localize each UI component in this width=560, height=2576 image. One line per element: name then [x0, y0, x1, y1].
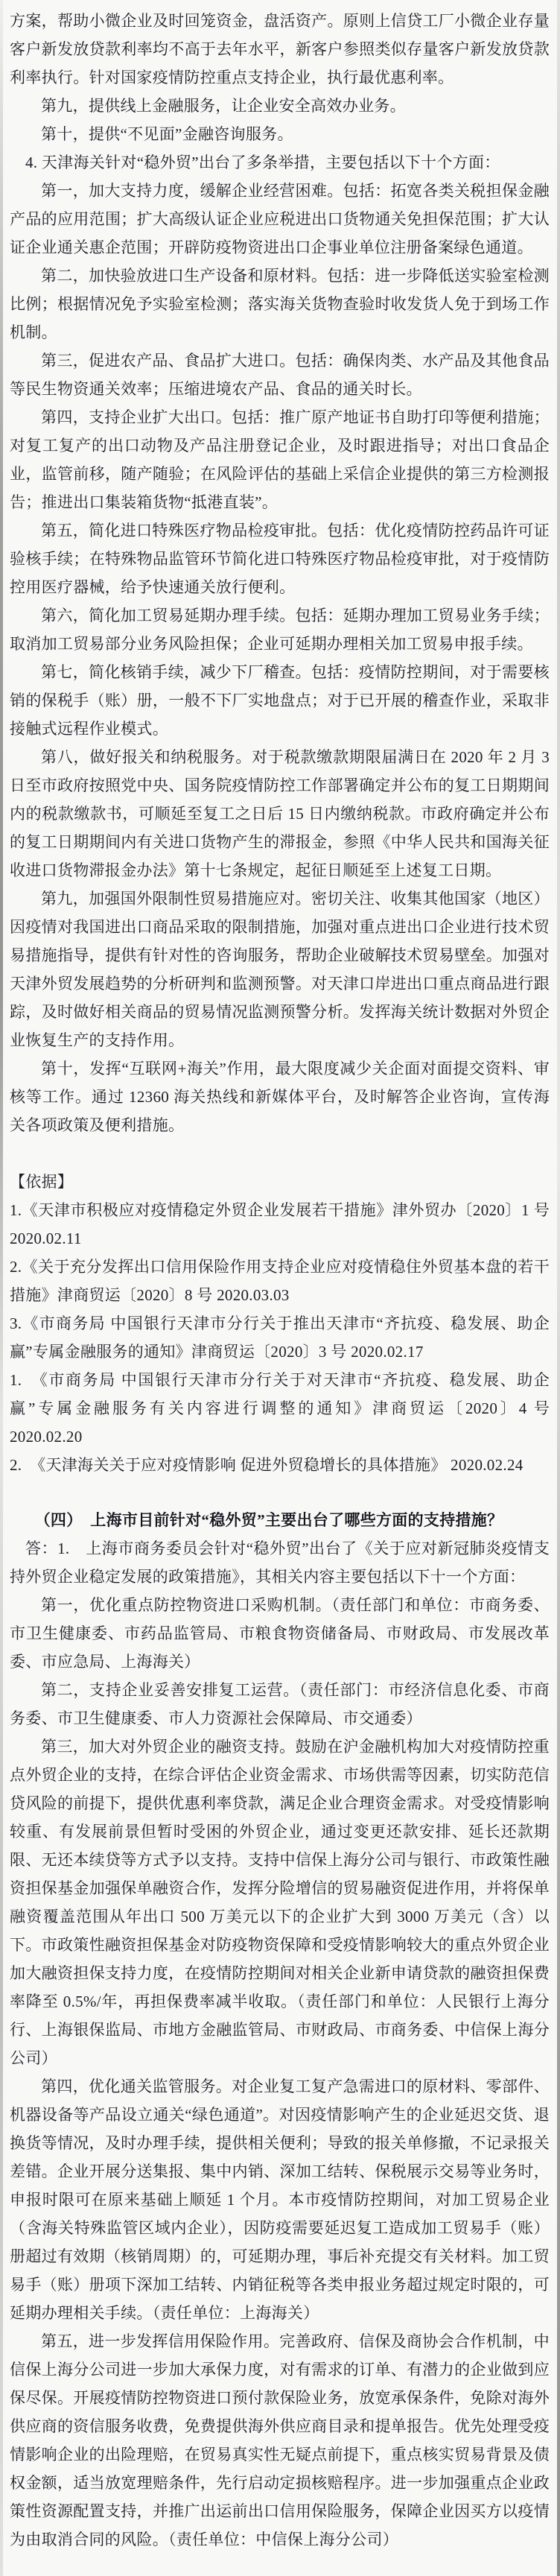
paragraph: 第一，优化重点防控物资进口采购机制。（责任部门和单位：市商务委、市卫生健康委、市药品监管局、市粮食物资储备局、市财政局、市发展改革委、市应急局、上海海关） [10, 1596, 550, 1671]
paragraph: 第六，简化加工贸易延期办理手续。包括：延期办理加工贸易业务手续；取消加工贸易部分业务风险担保；企业可延期办理相关加工贸易申报手续。 [10, 607, 550, 653]
scan-edge-left [0, 0, 3, 2576]
paragraph: 1. 《市商务局 中国银行天津市分行关于对天津市“齐抗疫、稳发展、助企赢”专属金融服务有关内容进行调整的通知》津商贸运〔2020〕4 号 2020.02.20 [10, 1371, 550, 1446]
paragraph: 方案，帮助小微企业及时回笼资金，盘活资产。原则上信贷工厂小微企业存量客户新发放贷款利率均不高于去年水平，新客户参照类似存量客户新发放贷款利率执行。针对国家疫情防控重点支持企业，执行最优惠利率。 [10, 12, 550, 86]
paragraph: 第十，提供“不见面”金融咨询服务。 [41, 125, 293, 143]
paragraph: 第七，简化核销手续，减少下厂稽查。包括：疫情防控期间，对于需要核销的保税手（账）册，一般不下厂实地盘点；对于已开展的稽查作业，采取非接触式远程作业模式。 [10, 663, 550, 738]
paragraph: 3.《市商务局 中国银行天津市分行关于推出天津市“齐抗疫、稳发展、助企赢”专属金融服务的通知》津商贸运〔2020〕3 号 2020.02.17 [10, 1314, 550, 1361]
paragraph: 第二，加快验放进口生产设备和原材料。包括：进一步降低送实验室检测比例；根据情况免予实验室检测；落实海关货物查验时收发货人免于到场工作机制。 [10, 267, 550, 341]
paragraph: 2.《关于充分发挥出口信用保险作用支持企业应对疫情稳住外贸基本盘的若干措施》津商贸运〔2020〕8 号 2020.03.03 [10, 1258, 550, 1304]
paragraph: 4. 天津海关针对“稳外贸”出台了多条举措，主要包括以下十个方面： [25, 154, 500, 171]
paragraph: 第三，加大对外贸企业的融资支持。鼓励在沪金融机构加大对疫情防控重点外贸企业的支持，在综合评估企业资金需求、市场供需等因素，切实防范信贷风险的前提下，提供优惠利率贷款，满足企业合理资金需求。对受疫情影响较重、有发展前景但暂时受困的外贸企业，通过变更还款安排、延长还款期限、无还本续贷等方式予以支持。支持中信保上海分公司与银行、市政策性融资担保基金加强保单融资合作，发挥分险增信的贸易融资促进作用，并将保单融资覆盖范围从年出口 500 万美元以下的企业扩大到 3000 万美元（含）以下。市政策性融资担保基金对防疫物资保障和受疫情影响较大的重点外贸企业加大融资担保支持力度，在疫情防控期间对相关企业新申请贷款的融资担保费率降至 0.5%/年，再担保费率减半收取。（责任部门和单位：人民银行上海分行、上海银保监局、市地方金融监管局、市财政局、市商务委、中信保上海分公司） [10, 1738, 550, 2067]
paragraph: 第九，加强国外限制性贸易措施应对。密切关注、收集其他国家（地区）因疫情对我国进出口商品采取的限制措施，加强对重点进出口企业进行技术贸易措施指导，提供有针对性的咨询服务，帮助企业破解技术贸易壁垒。加强对天津外贸发展趋势的分析研判和监测预警。对天津口岸进出口重点商品进行跟踪，及时做好相关商品的贸易情况监测预警分析。发挥海关统计数据对外贸企业恢复生产的支持作用。 [10, 890, 550, 1049]
paragraph: 【依据】 [10, 1173, 74, 1191]
scan-edge-right [557, 0, 560, 2576]
paragraph: 第四，支持企业扩大出口。包括：推广原产地证书自助打印等便利措施；对复工复产的出口动物及产品注册登记企业，及时跟进指导；对出口食品企业，监管前移，随产随验；在风险评估的基础上采信企业提供的第三方检测报告；推进出口集装箱货物“抵港直装”。 [10, 408, 550, 511]
paragraph: 第五，简化进口特殊医疗物品检疫审批。包括：优化疫情防控药品许可证验核手续；在特殊物品监管环节简化进口特殊医疗物品检疫审批，对于疫情防控用医疗器械，给予快速通关放行便利。 [10, 522, 550, 596]
paragraph: 第一，加大支持力度，缓解企业经营困难。包括：拓宽各类关税担保金融产品的应用范围；扩大高级认证企业应税进出口货物通关免担保范围；扩大认证企业通关惠企范围；开辟防疫物资进出口企事业单位注册备案绿色通道。 [10, 182, 550, 256]
paragraph: 第五，进一步发挥信用保险作用。完善政府、信保及商协会合作机制，中信保上海分公司进一步加大承保力度，对有需求的订单、有潜力的企业做到应保尽保。开展疫情防控物资进口预付款保险业务，放宽承保条件，免除对海外供应商的资信服务收费，免费提供海外供应商目录和提单报告。优先处理受疫情影响企业的出险理赔，在贸易真实性无疑点前提下，重点核实贸易背景及债权金额，适当放宽理赔条件，先行启动定损核赔程序。进一步加强重点企业政策性资源配置支持，并推广出运前出口信用保险服务，保障企业因买方以疫情为由取消合同的风险。（责任单位：中信保上海分公司） [10, 2332, 550, 2548]
paragraph: 第九，提供线上金融服务，让企业安全高效办业务。 [41, 97, 406, 115]
paragraph: 2. 《天津海关关于应对疫情影响 促进外贸稳增长的具体措施》 2020.02.24 [10, 1456, 524, 1474]
paragraph: 第三，促进农产品、食品扩大进口。包括：确保肉类、水产品及其他食品等民生物资通关效率；压缩进境农产品、食品的通关时长。 [10, 352, 550, 398]
document-body [10, 7, 550, 2554]
paragraph: 第二，支持企业妥善安排复工运营。（责任部门：市经济信息化委、市商务委、市卫生健康委、市人力资源社会保障局、市交通委） [10, 1681, 550, 1727]
section-heading: （四） 上海市目前针对“稳外贸”主要出台了哪些方面的支持措施？ [34, 1511, 503, 1529]
paragraph: 第八，做好报关和纳税服务。对于税款缴款期限届满日在 2020 年 2 月 3 日至市政府按照党中央、国务院疫情防控工作部署确定并公布的复工日期期间内的税款缴款书，可顺延至复工之日后 15 日内缴纳税款。市政府确定并公布的复工日期期间内有关进口货物产生的滞报金，参照《中华人民共和国海关征收进口货物滞报金办法》第十七条规定，起征日顺延至上述复工日期。 [10, 748, 550, 879]
paragraph: 第四，优化通关监管服务。对企业复工复产急需进口的原材料、零部件、机器设备等产品设立通关“绿色通道”。对因疫情影响产生的企业延迟交货、退换货等情况，及时办理手续，提供相关便利；导致的报关单修撤，不记录报关差错。企业开展分送集报、集中内销、深加工结转、保税展示交易等业务时，申报时限可在原来基础上顺延 1 个月。本市疫情防控期间，对加工贸易企业（含海关特殊监管区域内企业），因防疫需要延迟复工造成加工贸易手（账）册超过有效期（核销周期）的，可延期办理，事后补充提交有关材料。加工贸易手（账）册项下深加工结转、内销征税等各类申报业务超过规定时限的，可延期办理相关手续。（责任单位：上海海关） [10, 2077, 550, 2322]
paragraph: 答：1. 上海市商务委员会针对“稳外贸”出台了《关于应对新冠肺炎疫情支持外贸企业稳定发展的政策措施》，其相关内容主要包括以下十一个方面： [10, 1539, 550, 1586]
paragraph: 第十，发挥“互联网+海关”作用，最大限度减少关企面对面提交资料、审核等工作。通过 12360 海关热线和新媒体平台，及时解答企业咨询，宣传海关各项政策及便利措施。 [10, 1060, 550, 1134]
paragraph: 1.《天津市积极应对疫情稳定外贸企业发展若干措施》津外贸办〔2020〕1 号 2020.02.11 [10, 1201, 550, 1247]
